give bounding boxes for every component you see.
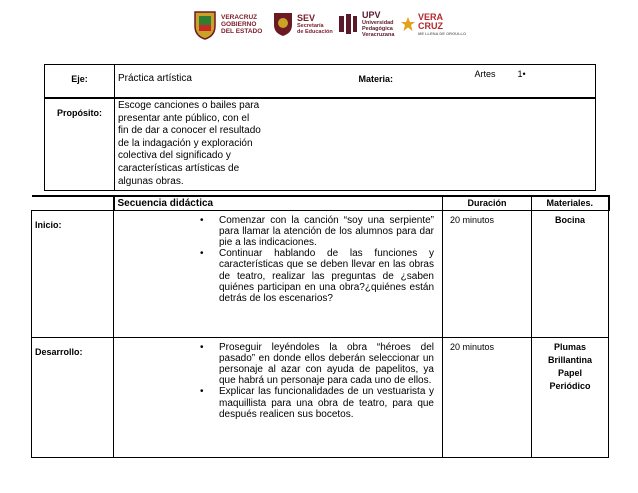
proposito-line: Escoge canciones o bailes para bbox=[118, 100, 260, 111]
coat-of-arms-icon bbox=[192, 8, 218, 40]
veracruz-gobierno-logo bbox=[192, 6, 262, 42]
star-icon bbox=[400, 16, 416, 32]
proposito-line: presentar ante público, con el bbox=[118, 112, 250, 124]
materiales-cell bbox=[532, 337, 609, 457]
list-item: • Continuar hablando de las funciones y características que se deben llevar en las obras de teatro, realizar las preguntas de ¿saben quiénes participan en una obra?¿quiénes están detrás de los escenarios? bbox=[192, 248, 434, 304]
logo-text: CRUZ bbox=[418, 20, 443, 31]
logo-text: Veracruzana bbox=[362, 32, 395, 38]
secuencia-header: Secuencia didáctica bbox=[114, 196, 443, 210]
proposito-line: algunas obras. bbox=[118, 175, 184, 187]
material-item: Plumas bbox=[553, 341, 586, 352]
proposito-label: Propósito: bbox=[57, 108, 102, 118]
secuencia-table bbox=[31, 195, 610, 458]
table-row bbox=[32, 337, 609, 457]
eje-value: Práctica artística bbox=[118, 73, 192, 84]
materiales-header: Materiales. bbox=[532, 196, 609, 210]
activity-list bbox=[114, 215, 434, 305]
materia-label-cell bbox=[351, 65, 471, 98]
grado-value: 1• bbox=[517, 69, 526, 79]
logo-text: ME LLENA DE ORGULLO bbox=[418, 30, 467, 36]
list-item: • Proseguir leyéndoles la obra “héroes del pasado” en donde ellos deberán seleccionar un personaje al azar con ayuda de papelitos, ya que habrá un personaje para cada uno de ellos. bbox=[192, 342, 434, 387]
logo-text: UPV bbox=[362, 10, 381, 20]
eje-label-cell bbox=[45, 65, 115, 98]
proposito-line: características artísticas de bbox=[118, 162, 240, 174]
duracion-cell bbox=[443, 210, 532, 337]
proposito-line: de la indagación y exploración bbox=[118, 137, 253, 149]
material-item: Brillantina bbox=[547, 354, 592, 365]
eje-value-cell bbox=[115, 65, 351, 98]
logo-text: Universidad bbox=[362, 20, 394, 26]
list-item: • Explicar las funcionalidades de un vestuarista y maquillista para una obra de teatro, para que después realicen sus bocetos. bbox=[192, 386, 434, 420]
logo-text: Secretaría bbox=[297, 23, 324, 29]
material-item: Bocina bbox=[554, 214, 585, 225]
inicio-label: Inicio: bbox=[35, 219, 62, 230]
logo-text: Pedagógica bbox=[362, 26, 393, 32]
vera-cruz-logo bbox=[400, 6, 466, 42]
material-item: Periódico bbox=[549, 380, 591, 391]
desarrollo-label: Desarrollo: bbox=[35, 346, 83, 357]
materia-value-cell bbox=[471, 65, 596, 98]
activities-cell bbox=[114, 337, 443, 457]
logo-text: VERA bbox=[418, 11, 444, 22]
upv-emblem-icon bbox=[337, 12, 359, 36]
logo-text: DEL ESTADO bbox=[221, 27, 263, 35]
proposito-line: colectiva del significado y bbox=[118, 150, 231, 162]
material-item: Papel bbox=[557, 367, 582, 378]
row-label-cell bbox=[32, 337, 114, 457]
duracion-value: 20 minutos bbox=[450, 214, 495, 225]
logo-text: GOBIERNO bbox=[221, 20, 257, 28]
list-item: • Comenzar con la canción “soy una serpiente” para llamar la atención de los alumnos para dar pie a las indicaciones. bbox=[192, 215, 434, 249]
duracion-header: Duración bbox=[443, 196, 532, 210]
column-header-row bbox=[32, 196, 609, 210]
materiales-cell bbox=[532, 210, 609, 337]
shield-icon bbox=[272, 11, 294, 37]
duracion-value: 20 minutos bbox=[450, 341, 495, 352]
proposito-table bbox=[44, 98, 596, 191]
proposito-line: fin de dar a conocer el resultado bbox=[118, 125, 261, 137]
sev-logo bbox=[272, 6, 333, 42]
materia-label: Materia: bbox=[358, 74, 394, 84]
upv-logo bbox=[337, 6, 394, 42]
proposito-text-cell bbox=[115, 99, 596, 191]
logo-text: VERACRUZ bbox=[221, 13, 258, 21]
duracion-cell bbox=[443, 337, 532, 457]
table-row bbox=[32, 210, 609, 337]
eje-label: Eje: bbox=[71, 74, 88, 84]
activities-cell bbox=[114, 210, 443, 337]
header-table bbox=[44, 64, 596, 98]
proposito-label-cell bbox=[45, 99, 115, 191]
logo-text: SEV bbox=[297, 13, 316, 23]
logo-strip bbox=[0, 6, 638, 42]
row-label-cell bbox=[32, 210, 114, 337]
materia-value: Artes bbox=[474, 69, 496, 79]
activity-list bbox=[114, 342, 434, 420]
logo-text: de Educación bbox=[297, 29, 333, 35]
